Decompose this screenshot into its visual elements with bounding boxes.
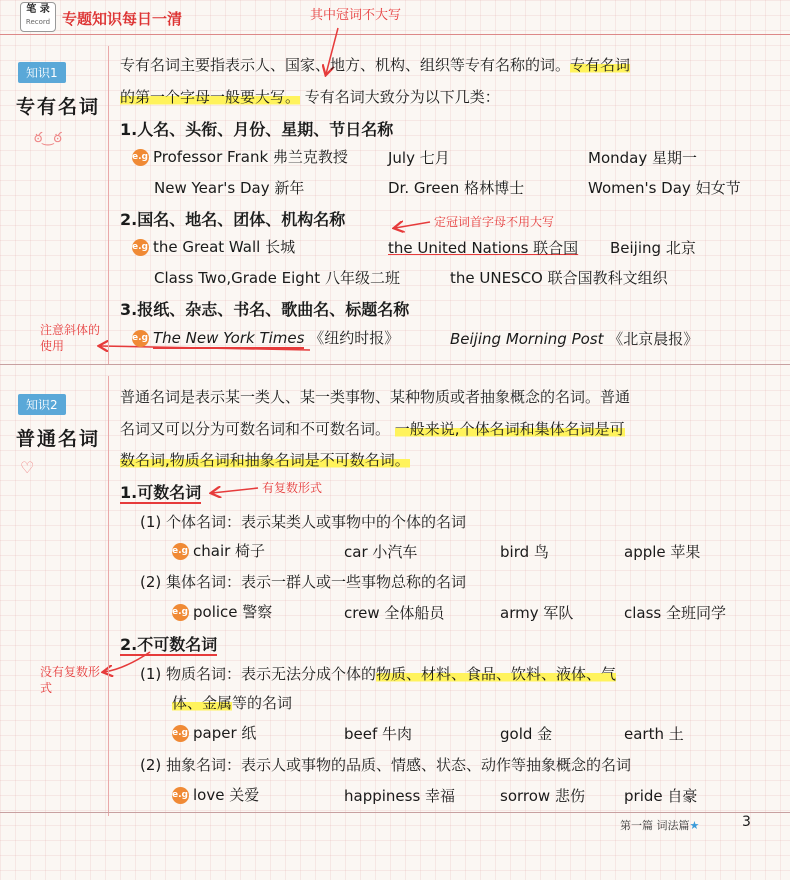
s2-c2: (2) 集体名词：表示一群人或一些事物总称的名词 (140, 573, 467, 591)
example-item: happiness 幸福 (344, 787, 456, 805)
s1-cat2-row1: e.g. the Great Wall 长城 (132, 238, 296, 256)
s1-cat2-note: 定冠词首字母不用大写 (434, 215, 555, 229)
s2-countable: 1.可数名词 (120, 483, 202, 502)
s1-cat3: 3.报纸、杂志、书名、歌曲名、标题名称 (120, 300, 410, 319)
s2-u1-row: e.g. paper 纸 (172, 724, 257, 742)
s2-countable-note: 有复数形式 (262, 481, 323, 495)
eg-icon: e.g. (132, 330, 149, 347)
eg-icon: e.g. (132, 149, 149, 166)
footer-label: 第一篇 词法篇★ (620, 819, 700, 832)
example-item: Dr. Green 格林博士 (388, 179, 525, 197)
example-item: apple 苹果 (624, 543, 701, 561)
s2-u1-line2: 体、金属等的名词 (172, 694, 293, 712)
star-icon: ★ (689, 819, 700, 832)
section2-tag: 知识2 (18, 394, 66, 415)
example-item: earth 土 (624, 725, 684, 743)
s1-cat1-row1: e.g. Professor Frank 弗兰克教授 (132, 148, 348, 166)
eg-icon: e.g. (172, 543, 189, 560)
s1-intro-line2: 的第一个字母一般要大写。 专有名词大致分为以下几类： (120, 88, 500, 106)
header-title: 专题知识每日一清 (62, 10, 183, 28)
s2-c1-row: e.g. chair 椅子 (172, 542, 266, 560)
section2-margin-line (108, 376, 109, 816)
example-item: sorrow 悲伤 (500, 787, 585, 805)
s2-c1: (1) 个体名词：表示某类人或事物中的个体的名词 (140, 513, 467, 531)
s2-uncountable-note: 没有复数形式 (40, 665, 101, 695)
s2-intro-line3: 数名词,物质名词和抽象名词是不可数名词。 (120, 451, 410, 469)
example-item: Class Two,Grade Eight 八年级二班 (154, 269, 400, 287)
s2-u1-line1: (1) 物质名词：表示无法分成个体的物质、材料、食品、饮料、液体、气 (140, 665, 617, 683)
s2-intro-line2: 名词又可以分为可数名词和不可数名词。 一般来说,个体名词和集体名词是可 (120, 420, 625, 438)
s2-uncountable: 2.不可数名词 (120, 635, 218, 654)
example-item: the UNESCO 联合国教科文组织 (450, 269, 668, 287)
eg-icon: e.g. (172, 604, 189, 621)
example-item: Monday 星期一 (588, 149, 697, 167)
footer-divider (0, 812, 790, 813)
example-item: the United Nations 联合国 (388, 239, 579, 257)
eg-icon: e.g. (172, 787, 189, 804)
s1-cat3-row1: e.g. The New York Times 《纽约时报》 (132, 329, 400, 347)
example-item: crew 全体船员 (344, 604, 445, 622)
s1-cat2: 2.国名、地名、团体、机构名称 (120, 210, 346, 229)
example-item: beef 牛肉 (344, 725, 413, 743)
s2-u2-row: e.g. love 关爱 (172, 786, 260, 804)
s2-u2: (2) 抽象名词：表示人或事物的品质、情感、状态、动作等抽象概念的名词 (140, 756, 632, 774)
example-item: pride 自豪 (624, 787, 698, 805)
eg-icon: e.g. (172, 725, 189, 742)
example-item: bird 鸟 (500, 543, 549, 561)
section1-title: 专有名词 (16, 96, 101, 118)
section-divider (0, 364, 790, 365)
example-item: Beijing 北京 (610, 239, 696, 257)
example-item: army 军队 (500, 604, 574, 622)
example-item: class 全班同学 (624, 604, 727, 622)
s2-c2-row: e.g. police 警察 (172, 603, 273, 621)
page-number: 3 (742, 814, 751, 830)
s1-cat3-row1b: Beijing Morning Post 《北京晨报》 (450, 330, 699, 348)
heart-doodle: ♡ (20, 458, 35, 477)
doodle-face: ఠ‿ఠ (34, 130, 62, 146)
eg-icon: e.g. (132, 239, 149, 256)
example-item: July 七月 (388, 149, 450, 167)
s1-side-note: 注意斜体的使用 (40, 323, 101, 353)
record-logo: 笔 录 Record (20, 2, 56, 32)
section1-tag: 知识1 (18, 62, 66, 83)
s2-intro-line1: 普通名词是表示某一类人、某一类事物、某种物质或者抽象概念的名词。普通 (120, 388, 631, 406)
example-item: New Year's Day 新年 (154, 179, 305, 197)
header-note: 其中冠词不大写 (310, 8, 402, 23)
s1-cat1: 1.人名、头衔、月份、星期、节日名称 (120, 120, 394, 139)
example-item: Women's Day 妇女节 (588, 179, 741, 197)
example-item: car 小汽车 (344, 543, 418, 561)
section2-title: 普通名词 (16, 428, 101, 450)
section1-margin-line (108, 46, 109, 364)
s1-intro-line1: 专有名词主要指表示人、国家、地方、机构、组织等专有名称的词。专有名词 (120, 56, 631, 74)
example-item: gold 金 (500, 725, 553, 743)
